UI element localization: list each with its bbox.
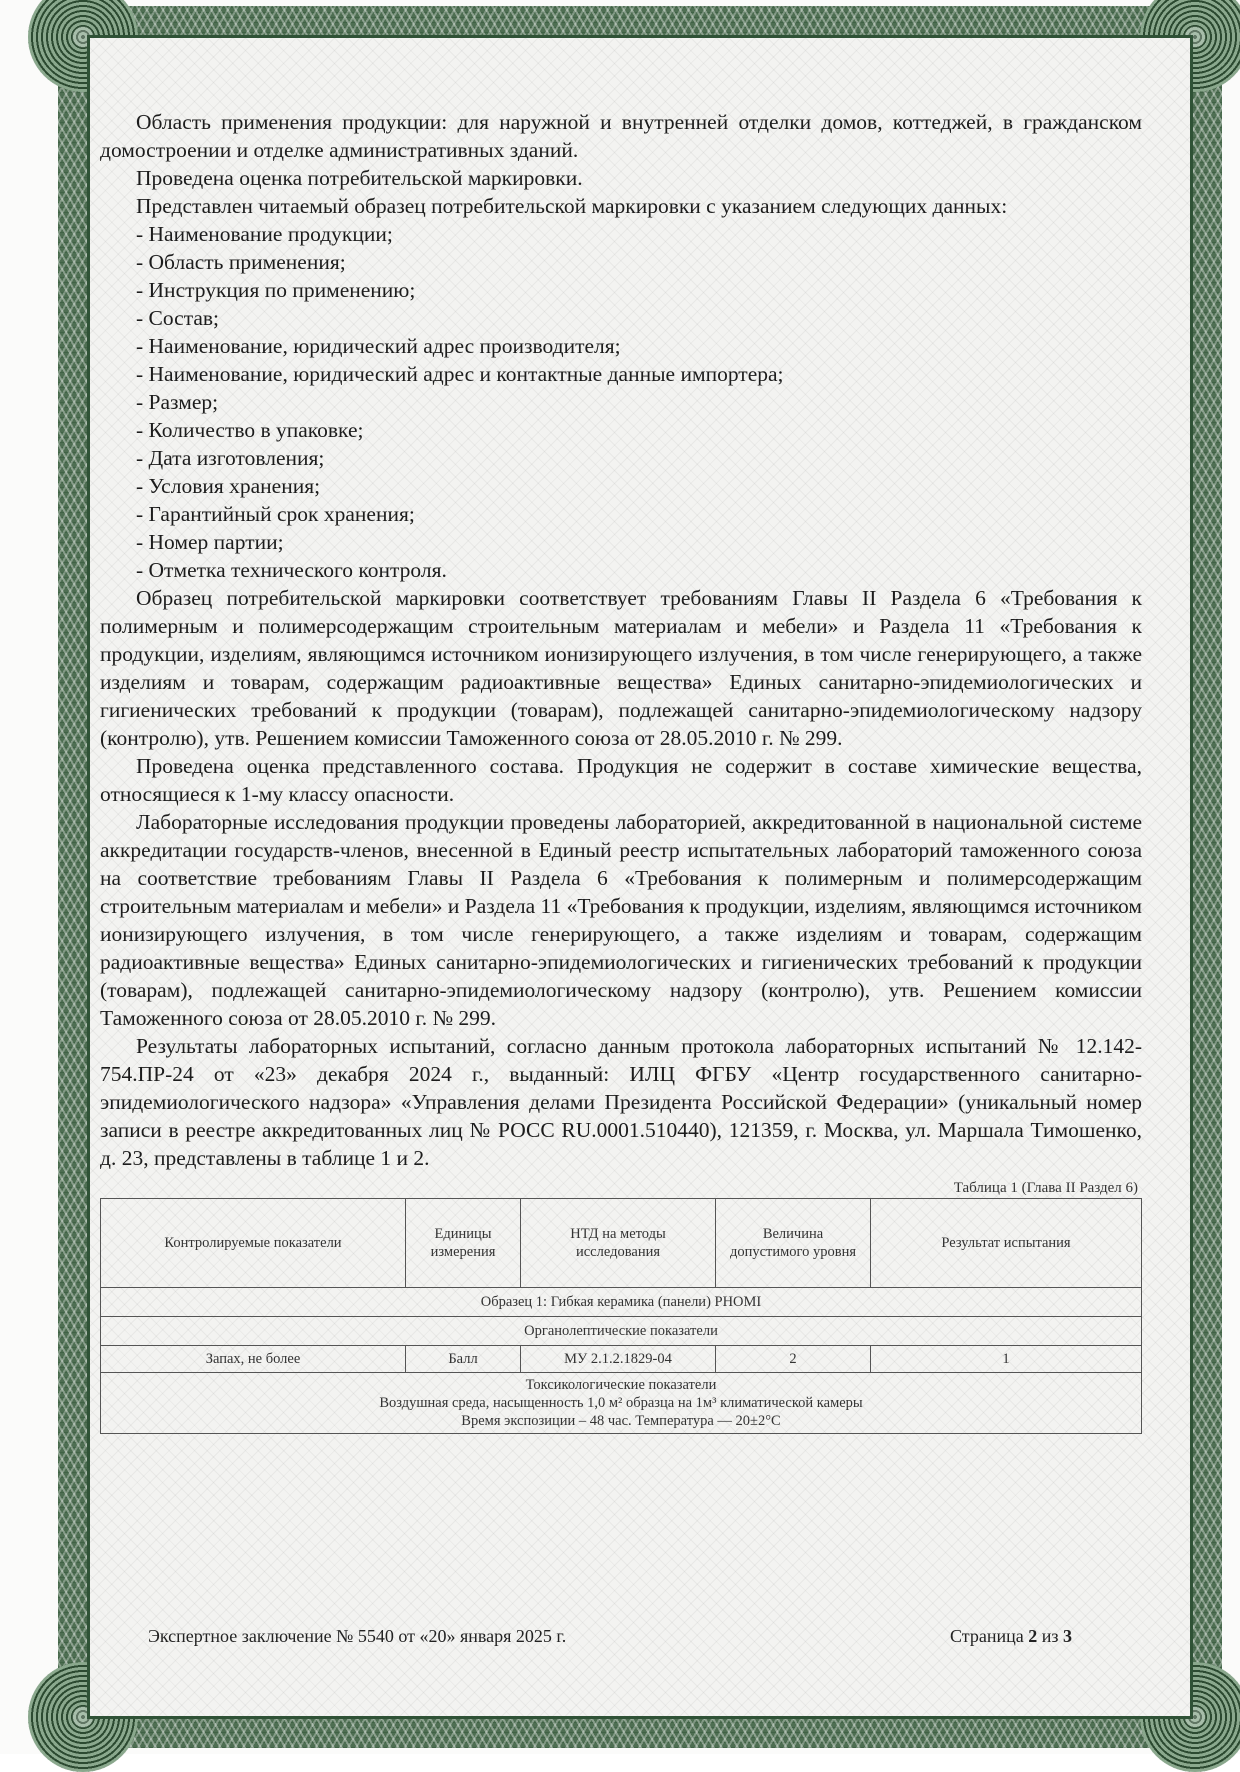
table-row	[101, 1317, 1142, 1346]
section-note: Воздушная среда, насыщенность 1,0 м² образца на 1м³ климатической камеры	[379, 1395, 863, 1411]
paragraph: Представлен читаемый образец потребительской маркировки с указанием следующих данных:	[136, 194, 1008, 218]
table-header-row	[101, 1199, 1142, 1288]
paragraph: Результаты лабораторных испытаний, согласно данным протокола лабораторных испытаний № 12.142-754.ПР-24 от «23» декабря 2024 г., выданный: ИЛЦ ФГБУ «Центр государственного санитарно-эпидемиологического надзора» «Управления делами Президента Российской Федерации» (уникальный номер записи в реестре аккредитованных лиц № РОСС RU.0001.510440), 121359, г. Москва, ул. Маршала Тимошенко, д. 23, представлены в таблице 1 и 2.	[100, 1034, 1142, 1170]
paragraph: Лабораторные исследования продукции проведены лабораторией, аккредитованной в национальной системе аккредитации государств-членов, внесенной в Единый реестр испытательных лабораторий таможенного союза на соответствие требованиям Главы II Раздела 6 «Требования к полимерным и полимерсодержащим строительным материалам и мебели» и Раздела 11 «Требования к продукции, изделиям, являющимся источником ионизирующего излучения, в том числе генерирующего, а также изделиям и товарам, содержащим радиоактивные вещества» Единых санитарно-эпидемиологических и гигиенических требований к продукции (товарам), подлежащей санитарно-эпидемиологическому надзору (контролю), утв. Решением комиссии Таможенного союза от 28.05.2010 г. № 299.	[100, 810, 1142, 1030]
table-header-cell: Результат испытания	[871, 1199, 1142, 1288]
table-row	[101, 1346, 1142, 1373]
section-title: Токсикологические показатели	[525, 1377, 717, 1393]
list-item: - Количество в упаковке;	[136, 418, 364, 442]
document-body	[100, 108, 1142, 1434]
table-caption: Таблица 1 (Глава II Раздел 6)	[953, 1180, 1138, 1196]
list-item: - Наименование, юридический адрес производителя;	[136, 334, 621, 358]
section-note: Время экспозиции – 48 час. Температура — 20±2°С	[461, 1413, 781, 1429]
marking-list	[100, 220, 1142, 584]
page-number	[950, 1626, 1072, 1647]
page-current: 2	[1028, 1626, 1038, 1646]
list-item: - Условия хранения;	[136, 474, 321, 498]
paragraph: Проведена оценка потребительской маркировки.	[136, 166, 583, 190]
table-row	[101, 1373, 1142, 1434]
page-separator: из	[1041, 1626, 1059, 1646]
list-item: - Номер партии;	[136, 530, 284, 554]
list-item: - Отметка технического контроля.	[136, 558, 447, 582]
page-total: 3	[1063, 1626, 1072, 1646]
list-item: - Размер;	[136, 390, 219, 414]
table-header-cell: Величина допустимого уровня	[716, 1199, 871, 1288]
table-header-cell: Единицы измерения	[406, 1199, 521, 1288]
paragraph: Область применения продукции: для наружной и внутренней отделки домов, коттеджей, в гражданском домостроении и отделке административных зданий.	[100, 110, 1142, 162]
table-header-cell: НТД на методы исследования	[521, 1199, 716, 1288]
results-table	[100, 1198, 1142, 1434]
page-label: Страница	[950, 1626, 1024, 1646]
table-row	[101, 1288, 1142, 1317]
sample-row: Образец 1: Гибкая керамика (панели) PHOMI	[101, 1288, 1142, 1317]
toxicology-section	[101, 1373, 1142, 1434]
page-footer	[148, 1626, 1072, 1647]
list-item: - Инструкция по применению;	[136, 278, 416, 302]
list-item: - Гарантийный срок хранения;	[136, 502, 415, 526]
table-cell: 2	[716, 1346, 871, 1373]
table-cell: 1	[871, 1346, 1142, 1373]
list-item: - Наименование продукции;	[136, 222, 393, 246]
table-cell: Запах, не более	[101, 1346, 406, 1373]
table-cell: Балл	[406, 1346, 521, 1373]
table-header-cell: Контролируемые показатели	[101, 1199, 406, 1288]
section-title: Органолептические показатели	[101, 1317, 1142, 1346]
list-item: - Область применения;	[136, 250, 346, 274]
paragraph: Образец потребительской маркировки соответствует требованиям Главы II Раздела 6 «Требования к полимерным и полимерсодержащим строительным материалам и мебели» и Раздела 11 «Требования к продукции, изделиям, являющимся источником ионизирующего излучения, в том числе генерирующего, а также изделиям и товарам, содержащим радиоактивные вещества» Единых санитарно-эпидемиологических и гигиенических требований к продукции (товарам), подлежащей санитарно-эпидемиологическому надзору (контролю), утв. Решением комиссии Таможенного союза от 28.05.2010 г. № 299.	[100, 586, 1142, 750]
list-item: - Наименование, юридический адрес и контактные данные импортера;	[136, 362, 784, 386]
list-item: - Состав;	[136, 306, 220, 330]
document-reference: Экспертное заключение № 5540 от «20» января 2025 г.	[148, 1626, 567, 1646]
paragraph: Проведена оценка представленного состава. Продукция не содержит в составе химические вещества, относящиеся к 1-му классу опасности.	[100, 754, 1142, 806]
table-cell: МУ 2.1.2.1829-04	[521, 1346, 716, 1373]
list-item: - Дата изготовления;	[136, 446, 325, 470]
